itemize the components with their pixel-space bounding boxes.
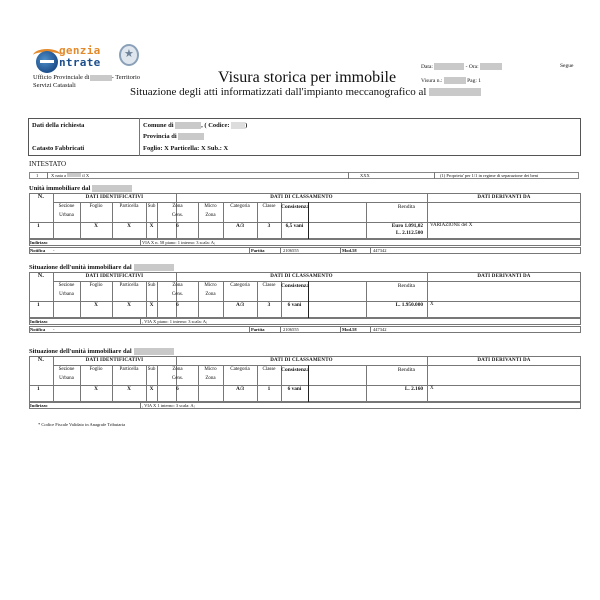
visura-label: Visura n.: [421,77,443,84]
row-rendita: L. 2.160 [404,386,423,392]
name-suffix: il X [82,172,90,178]
indirizzo-label: Indirizzo [30,239,48,245]
row-zona: 6 [176,223,179,229]
notifica-value: - [53,326,55,332]
intestato-title: INTESTATO [29,160,67,168]
row-foglio: X [94,386,98,392]
page-number: Pag: 1 [467,77,482,84]
redacted [434,63,464,70]
col-dati-classamento: DATI DI CLASSAMENTO [270,195,333,200]
row-classe: 3 [267,302,271,308]
section-title-text: Situazione dell'unità immobiliare dal [29,264,132,271]
col-rendita: Rendita [397,367,415,373]
row-particella: X [127,302,131,308]
row-rendita: L. 1.950.000 [395,302,423,308]
row-zona: 6 [176,386,179,392]
row-derivanti: VARIAZIONE del X [430,223,473,228]
col-zona2: Cens. [171,213,184,218]
mod58-label: Mod.58 [342,247,357,253]
mod58-value: 447342 [373,247,387,253]
col-sub: Sub [147,367,156,372]
redacted [429,88,481,96]
row-particella: X [127,223,131,229]
request-box [28,118,581,156]
office-info [33,74,140,90]
col-sub: Sub [147,204,156,209]
row-sub: X [149,302,154,308]
redacted [134,348,174,355]
provincia-line [143,133,204,140]
republic-emblem-icon [119,44,139,66]
redacted [90,75,112,81]
col-particella: Particella [119,367,139,372]
row-categoria: A/3 [236,302,244,308]
col-sezione2: Urbana [59,376,74,381]
notifica-value: - [53,247,55,253]
page-subtitle [130,86,481,98]
request-label: Dati della richiesta [32,122,85,129]
col-micro1: Micro [204,204,217,209]
row-n: 1 [37,386,40,392]
logo-e-icon [36,51,58,73]
segue-label: Segue [560,63,574,69]
row-foglio: X [94,223,98,229]
date-time [421,63,502,70]
col-sezione2: Urbana [59,292,74,297]
intestato-code: XXX [360,172,370,178]
col-dati-derivanti: DATI DERIVANTI DA [477,274,531,279]
row-consistenza: 6,5 vani [285,223,304,229]
agenzia-entrate-logo [33,43,143,73]
col-dati-identificativi: DATI IDENTIFICATIVI [85,195,144,200]
indirizzo-row [29,402,581,409]
data-label: Data: [421,63,433,70]
foglio-line: Foglio: X Particella: X Sub.: X [143,145,229,152]
col-foglio: Foglio [89,204,103,209]
partita-value: 2106555 [283,247,299,253]
col-foglio: Foglio [89,367,103,372]
section-title-text: Situazione dell'unità immobiliare dal [29,348,132,355]
name-prefix: X nata a [51,172,66,178]
col-micro2: Zona [205,213,216,218]
ora-label: - Ora: [465,63,479,70]
redacted [134,264,174,271]
section-title-text: Unità immobiliare dal [29,185,91,192]
col-micro2: Zona [205,292,216,297]
codice-suffix: ) [245,122,248,129]
redacted [67,173,81,177]
row-n: 1 [37,302,40,308]
col-categoria: Categoria [230,204,250,209]
col-classe: Classe [262,367,276,372]
indirizzo-value: VIA X n. 58 piano: 1 interno: 3 scala: A; [142,239,216,245]
partita-label: Partita [251,326,265,332]
codice-label: , ( Codice: [201,122,230,129]
logo-text-genzia: genzia [59,44,101,57]
col-consistenza: Consistenza [281,204,310,210]
col-rendita: Rendita [397,204,415,210]
col-dati-derivanti: DATI DERIVANTI DA [477,358,531,363]
intestato-n: 1 [36,172,39,178]
col-classe: Classe [262,283,276,288]
redacted [178,133,204,140]
col-micro1: Micro [204,283,217,288]
row-classe: 1 [267,386,271,392]
section-title [29,348,174,355]
redacted [175,122,201,129]
office-suffix: - Territorio [111,74,141,81]
visura-info [421,77,481,84]
office-prefix: Ufficio Provinciale di [33,74,90,81]
col-n: N. [37,357,45,363]
row-derivanti: X [430,302,434,307]
col-consistenza: Consistenza [281,283,310,289]
indirizzo-label: Indirizzo [30,318,48,324]
redacted [231,122,248,129]
col-categoria: Categoria [230,283,250,288]
redacted [92,185,132,192]
intestato-rights: (1) Proprieta' per 1/1 in regime di separazione dei beni [440,172,539,178]
col-micro1: Micro [204,367,217,372]
subtitle-text: Situazione degli atti informatizzati dall'impianto meccanografico al [130,86,427,98]
col-dati-identificativi: DATI IDENTIFICATIVI [85,358,144,363]
redacted [444,77,466,84]
col-dati-classamento: DATI DI CLASSAMENTO [270,274,333,279]
comune-line [143,122,247,129]
col-sezione1: Sezione [58,367,75,372]
indirizzo-value: , VIA X piano: 1 interno: 3 scala: A; [142,318,208,324]
indirizzo-row [29,239,581,246]
col-zona1: Zona [172,283,183,288]
row-zona: 6 [176,302,179,308]
col-sezione1: Sezione [58,204,75,209]
row-consistenza: 6 vani [287,386,302,392]
col-sub: Sub [147,283,156,288]
col-micro2: Zona [205,376,216,381]
col-sezione1: Sezione [58,283,75,288]
col-sezione2: Urbana [59,213,74,218]
col-n: N. [37,194,45,200]
page-title: Visura storica per immobile [218,69,397,86]
section-title [29,264,174,271]
row-n: 1 [37,223,40,229]
notifica-label: Notifica [30,326,46,332]
row-rendita: Euro 1.091,02 [391,223,423,229]
provincia-prefix: Provincia di [143,133,177,140]
notifica-label: Notifica [30,247,46,253]
mod58-label: Mod.58 [342,326,357,332]
col-dati-classamento: DATI DI CLASSAMENTO [270,358,333,363]
comune-prefix: Comune di [143,122,174,129]
col-categoria: Categoria [230,367,250,372]
row-derivanti: X [430,386,434,391]
indirizzo-value: , VIA X 1 interno: 3 scala: A; [142,402,195,408]
partita-value: 2106555 [283,326,299,332]
col-particella: Particella [119,283,139,288]
col-dati-identificativi: DATI IDENTIFICATIVI [85,274,144,279]
footnote: * Codice Fiscale Validato in Anagrafe Tributaria [38,422,126,427]
row-particella: X [127,386,131,392]
col-zona2: Cens. [171,376,184,381]
col-foglio: Foglio [89,283,103,288]
row-sub: X [149,223,154,229]
indirizzo-row [29,318,581,325]
row-sub: X [149,386,154,392]
col-n: N. [37,273,45,279]
col-zona2: Cens. [171,292,184,297]
mod58-value: 447342 [373,326,387,332]
col-classe: Classe [262,204,276,209]
col-dati-derivanti: DATI DERIVANTI DA [477,195,531,200]
row-consistenza: 6 vani [287,302,302,308]
row-foglio: X [94,302,98,308]
intestato-name [51,173,89,178]
row-categoria: A/3 [236,386,244,392]
section-title [29,185,132,192]
col-zona1: Zona [172,367,183,372]
notifica-row [29,247,581,254]
col-rendita: Rendita [397,283,415,289]
row-rendita-lire: L. 2.112.500 [395,230,423,236]
partita-label: Partita [251,247,265,253]
notifica-row [29,326,581,333]
indirizzo-label: Indirizzo [30,402,48,408]
row-classe: 3 [267,223,271,229]
redacted [480,63,502,70]
row-categoria: A/3 [236,223,244,229]
col-consistenza: Consistenza [281,367,310,373]
col-zona1: Zona [172,204,183,209]
col-particella: Particella [119,204,139,209]
office-line2: Servizi Catastali [33,82,76,89]
logo-text-ntrate: ntrate [59,56,101,69]
catasto-label: Catasto Fabbricati [32,145,85,152]
